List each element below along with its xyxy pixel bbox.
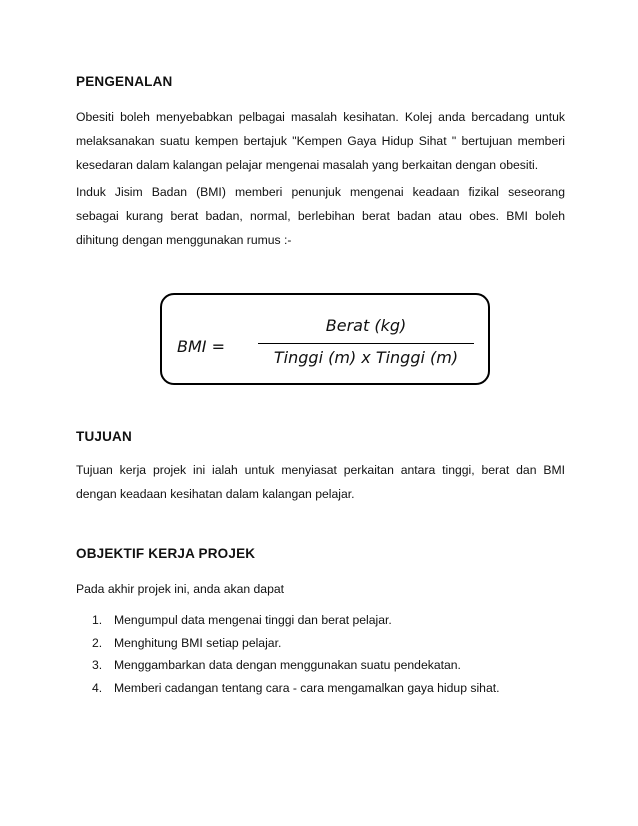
list-item-number: 1. <box>92 613 103 627</box>
paragraph-line: kesedaran dalam kalangan pelajar mengenai masalah yang berkaitan dengan obesiti. <box>76 158 539 172</box>
paragraph-line: melaksanakan suatu kempen bertajuk "Kempen Gaya Hidup Sihat " bertujuan memberi <box>76 134 565 148</box>
list-item <box>92 654 500 677</box>
paragraph-line: sebagai kurang berat badan, normal, berlebihan berat badan atau obes. BMI boleh <box>76 209 565 223</box>
fraction-bar <box>258 343 474 344</box>
list-item-text: Mengumpul data mengenai tinggi dan berat pelajar. <box>114 613 392 627</box>
paragraph-pengenalan-1 <box>76 105 565 177</box>
list-item <box>92 632 500 655</box>
list-item-number: 3. <box>92 658 103 672</box>
list-item <box>92 609 500 632</box>
heading-pengenalan: PENGENALAN <box>76 74 173 89</box>
formula-denominator: Tinggi (m) x Tinggi (m) <box>273 348 459 367</box>
paragraph-tujuan <box>76 458 565 506</box>
formula-lhs: BMI = <box>177 337 225 356</box>
list-item-text: Menghitung BMI setiap pelajar. <box>114 635 282 650</box>
list-item-text: Menggambarkan data dengan menggunakan suatu pendekatan. <box>114 658 461 672</box>
formula-numerator: Berat (kg) <box>325 316 407 335</box>
objektif-intro <box>76 577 565 601</box>
heading-tujuan: TUJUAN <box>76 429 132 444</box>
list-item-text: Memberi cadangan tentang cara - cara mengamalkan gaya hidup sihat. <box>114 680 500 695</box>
paragraph-line: dengan keadaan kesihatan dalam kalangan pelajar. <box>76 487 355 501</box>
list-item-number: 4. <box>92 680 103 695</box>
paragraph-line: dihitung dengan menggunakan rumus :- <box>76 233 292 247</box>
list-item <box>92 677 500 700</box>
paragraph-line: Induk Jisim Badan (BMI) memberi penunjuk mengenai keadaan fizikal seseorang <box>76 185 565 199</box>
paragraph-pengenalan-2 <box>76 180 565 252</box>
heading-objektif: OBJEKTIF KERJA PROJEK <box>76 546 256 561</box>
objektif-list <box>92 609 500 699</box>
paragraph-line: Tujuan kerja projek ini ialah untuk menyiasat perkaitan antara tinggi, berat dan BMI <box>76 463 565 477</box>
list-item-number: 2. <box>92 635 103 650</box>
paragraph-line: Obesiti boleh menyebabkan pelbagai masalah kesihatan. Kolej anda bercadang untuk <box>76 110 565 124</box>
paragraph-line: Pada akhir projek ini, anda akan dapat <box>76 582 285 596</box>
